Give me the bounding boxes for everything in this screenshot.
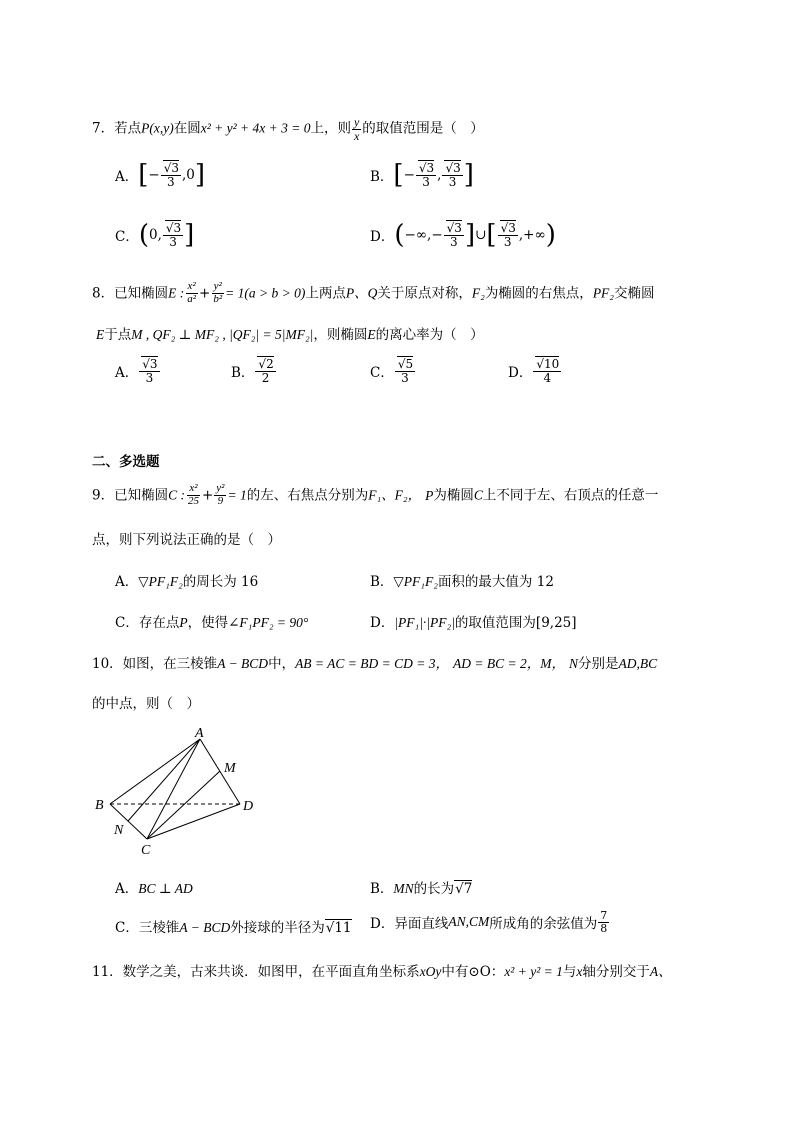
segment-cm <box>147 771 220 839</box>
q9-option-b[interactable]: B．▽PF₁F₂面积的最大值为 12 <box>370 574 554 590</box>
label-c: C <box>141 843 151 858</box>
q7-point: P(x,y) <box>141 120 174 136</box>
q9-stem-line2: 点，则下列说法正确的是（ ） <box>92 532 281 548</box>
tetrahedron-figure <box>92 724 272 859</box>
q8-option-a[interactable]: A． $\frac{√3}{3}$ <box>115 357 158 385</box>
edge-ab <box>110 739 200 804</box>
q10-option-a[interactable]: A．BC ⊥ AD <box>115 881 193 897</box>
q7-fraction: $\frac{y}{x}$ <box>353 115 360 143</box>
q9-option-c[interactable]: C．存在点P，使得∠F₁PF₂ = 90° <box>115 615 309 631</box>
q9-option-d[interactable]: D．|PF₁|·|PF₂|的取值范围为[9,25] <box>370 615 577 631</box>
q8-option-b[interactable]: B． $\frac{√2}{2}$ <box>231 357 274 385</box>
q7-option-a[interactable]: A．[− $\frac{√3}{3}$ ,0] <box>115 160 206 190</box>
q8-option-d[interactable]: D． $\frac{√10}{4}$ <box>508 357 560 385</box>
segment-an <box>128 739 200 821</box>
label-m: M <box>224 761 236 776</box>
q10-option-d[interactable]: D．异面直线AN,CM所成角的余弦值为 $\frac{7}{8}$ <box>370 909 608 935</box>
q10-stem-line2: 的中点，则（ ） <box>92 696 200 712</box>
q7-option-d[interactable]: D．(−∞,− $\frac{√3}{3}$ ]∪[ $\frac{√3}{3}$ ,+∞) <box>370 220 556 250</box>
edge-ac <box>147 739 200 839</box>
q7-stem: 7．若点P(x,y)在圆x² + y² + 4x + 3 = 0上，则 $\frac{y}{x}$ 的取值范围是（ ） <box>92 115 484 143</box>
q8-option-c[interactable]: C． $\frac{√5}{3}$ <box>370 357 414 385</box>
q9-stem-line1: 9．已知椭圆C : $\frac{\text{x²}}{25}$ + $\frac{\text{y²}}{9}$ = 1的左、右焦点分别为F₁、F₂， P为椭圆C上不同于左、右顶点的任意一 <box>92 482 659 507</box>
q10-stem-line1: 10．如图，在三棱锥A − BCD中，AB = AC = BD = CD = 3， AD = BC = 2，M， N分别是AD,BC <box>92 656 658 672</box>
label-n: N <box>114 823 124 838</box>
q10-option-b[interactable]: B．MN的长为√7 <box>370 881 473 897</box>
label-d: D <box>243 799 254 814</box>
label-b: B <box>95 798 104 813</box>
q10-option-c[interactable]: C．三棱锥A − BCD外接球的半径为√11 <box>115 920 352 936</box>
label-a: A <box>195 726 204 741</box>
q7-option-c[interactable]: C．(0, $\frac{√3}{3}$ ] <box>115 220 195 250</box>
section-heading: 二、多选题 <box>92 454 160 470</box>
edge-cd <box>147 804 240 839</box>
q11-stem-line1: 11．数学之美，古来共谈．如图甲，在平面直角坐标系xOy中有⊙O：x² + y² = 1与x轴分别交于A、 <box>92 964 672 980</box>
q8-stem-line2: E于点M , QF₂ ⊥ MF₂ , |QF₂| = 5|MF₂|，则椭圆E的离心率为（ ） <box>96 327 484 343</box>
q9-option-a[interactable]: A．▽PF₁F₂的周长为 16 <box>115 574 259 590</box>
q7-option-b[interactable]: B．[− $\frac{√3}{3}$ , $\frac{√3}{3}$ ] <box>370 160 474 190</box>
q7-circle-eq: x² + y² + 4x + 3 = 0 <box>200 120 311 136</box>
q8-stem-line1: 8．已知椭圆E : $\frac{\text{x²}}{\text{a²}}$ + $\frac{\text{y²}}{\text{b²}}$ = 1(a > b > 0)上两点P、Q关于原点对称，F₂为椭圆的右焦点，PF₂交椭圆 <box>92 280 655 305</box>
